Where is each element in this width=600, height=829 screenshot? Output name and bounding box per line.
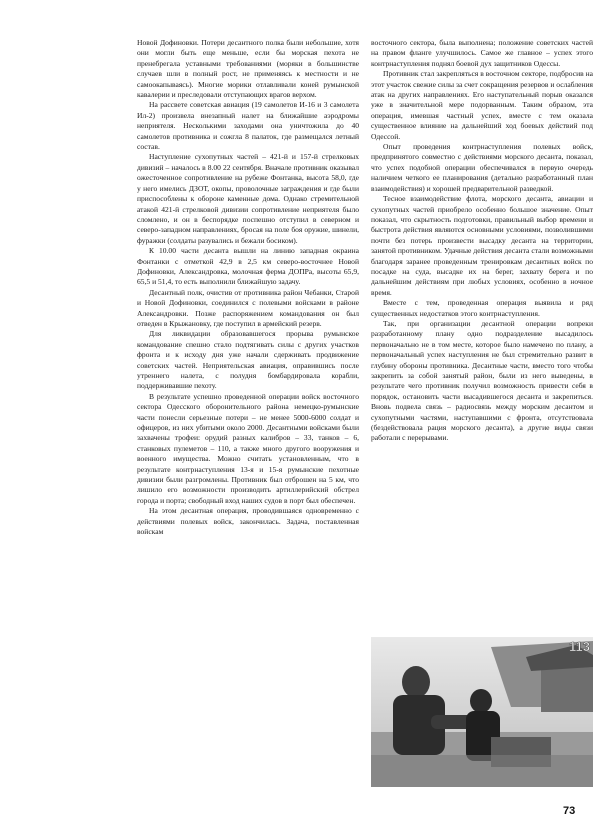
right-text-column xyxy=(371,38,593,444)
paragraph: Противник стал закрепляться в восточном секторе, подбросив на этот участок свежие силы за счет сокращения резервов и ослабления атак на других направлениях. Его наступательный порыв оказался уже в значительной мере подорванным. Таким образом, эта операция, имевшая частный успех, вместе с тем оказала существенное влияние на дальнейший ход боевых действий под Одессой. xyxy=(371,69,593,141)
paragraph: В результате успешно проведенной операции войск восточного сектора Одесского оборонительного района немецко-румынские части понесли серьезные потери – не менее 5000-6000 солдат и офицеров, из них убитыми около 2000. Десантными войсками были захвачены трофеи: орудий разных калибров – 33, танков – 6, станковых пулеметов – 110, а также много другого вооружения и военного имущества. Можно считать установленным, что в результате контрнаступления 13-я и 15-я румынские пехотные дивизии были разгромлены. Противник был отброшен на 5 км, что лишило его возможности производить артиллерийский обстрел города и порта; свободный вход наших судов в порт был обеспечен. xyxy=(137,391,359,505)
paragraph: восточного сектора, была выполнена; положение советских частей на правом фланге улучшилось. Самое же главное – успех этого контрнаступления поднял боевой дух защитников Одессы. xyxy=(371,38,593,68)
paragraph: На рассвете советская авиация (19 самолетов И-16 и 3 самолета Ил-2) произвела внезапный налет на ближайшие аэродромы неприятеля. Несколькими заходами она уничтожила до 40 самолетов противника и сожгла 8 палаток, где размещался летный состав. xyxy=(137,100,359,152)
left-text-column xyxy=(137,38,359,538)
paragraph: Новой Дофиновки. Потери десантного полка были небольшие, хотя они могли быть еще меньше, если бы морская пехота не пренебрегала уставными требованиями (моряки в большинстве случаев шли в полный рост, не применяясь к местности и не самоокапываясь). Многие морики отлавливали коней румынской кавалерии и преследовали отступающих врагов верхом. xyxy=(137,38,359,100)
photo-number: 113 xyxy=(569,639,590,654)
paragraph: Тесное взаимодействие флота, морского десанта, авиации и сухопутных частей приобрело особенно большое значение. Опыт показал, что скрытность подготовки, правильный выбор времени и быстрота действия являются основными условиями, позволившими почти без потерь произвести высадку десанта на территории, занятой противником. Удачные действия десанта стали возможными благодаря заранее проведенным тренировкам десантных войск по посадке на суда, высадке их на берег, захвату берега и по дальнейшим действиям при любых условиях, особенно в ночное время. xyxy=(371,194,593,297)
historical-photo xyxy=(371,637,593,787)
paragraph: Для ликвидации образовавшегося прорыва румынское командование спешно стало подтягивать силы с других участков фронта и к исходу дня уже начали сдерживать продвижение советских частей. Неприятельская авиация, оправившись после утреннего налета, с полудня бомбардировала корабли, поддерживавшие пехоту. xyxy=(137,329,359,391)
paragraph: Наступление сухопутных частей – 421-й и 157-й стрелковых дивизий – началось в 8.00 22 сентября. Вначале противник оказывал ожесточенное сопротивление на рубеже Фонтанка, высота 58,0, где у него имелись ДЗОТ, окопы, проволочные заграждения и где были приспособлены к обороне каменные дома. Однако стремительной атакой 421-й стрелковой дивизии сопротивление неприятеля было сломлено, и он в беспорядке поспешно отступил в северном и северо-западном направлениях, бросая на поле боя оружие, шинели, фуражки (солдаты разувались и бежали босиком). xyxy=(137,152,359,245)
paragraph: Десантный полк, очистив от противника район Чебанки, Старой и Новой Дофиновки, соединился с полевыми войсками в районе Александровки. Позже распоряжением командования он был отведен в Крыжановку, где поступил в армейский резерв. xyxy=(137,287,359,328)
paragraph: К 10.00 части десанта вышли на линию западная окраина Фонтанки с отметкой 42,9 в 2,5 км северо-восточнее Новой Дофиновки, Александровка, молочная ферма ДОПРа, высоты 65,9, 65,5 и 51,4, то есть выполнили ближайшую задачу. xyxy=(137,246,359,287)
paragraph: Так, при организации десантной операции вопреки разработанному плану одно подразделение высадилось первоначально не в том месте, которое было намечено по плану, а первоначальный успех наступления не был стремительно развит в глубину обороны противника. Десантные части, вместо того чтобы закрепить за собой занятый район, были из него выведены, в результате чего противник получил возможность привести себя в порядок, остановить части высадившегося десанта и закрепиться. Вновь подвела связь – радиосвязь между морским десантом и сухопутными частями, наступавшими с фронта, отсутствовала (бездействовала рация морского десанта), а другие виды связи работали с перерывами. xyxy=(371,318,593,443)
paragraph: Опыт проведения контрнаступления полевых войск, предпринятого совместно с действиями морского десанта, показал, что успех подобной операции обеспечивался в первую очередь наличием четкого ее планирования (детально разработанный план взаимодействия) и хорошей предварительной разведкой. xyxy=(371,142,593,193)
page-number: 73 xyxy=(563,805,576,817)
photo-scene xyxy=(371,637,593,787)
paragraph: На этом десантная операция, проводившаяся одновременно с действиями полевых войск, закончилась. Задача, поставленная войскам xyxy=(137,506,359,537)
paragraph: Вместе с тем, проведенная операция выявила и ряд существенных недостатков этого контрнаступления. xyxy=(371,298,593,318)
